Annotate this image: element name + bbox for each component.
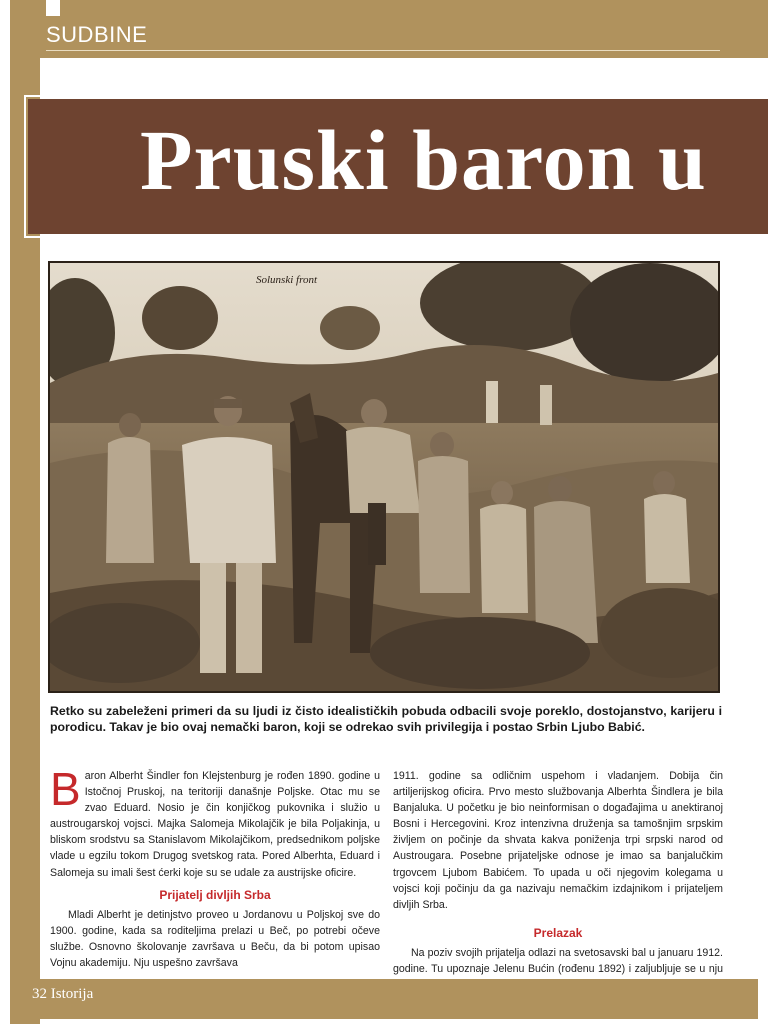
photo-illustration — [50, 263, 718, 691]
paragraph-1-text: aron Alberht Šindler fon Klejstenburg je rođen 1890. godine u Istočnoj Pruskoj, na teritoriji današnje Poljske. Otac mu se zvao Eduard. Nosio je čin konjičkog pukovnika i služio u austrougarskoj vojsci. Majka Salomeja Mikolajčik je bila Poljakinja, u bliskom srodstvu sa Stanislavom Mikolajčikom, predsednikom poljske vlade u egzilu tokom Drugog svetskog rata. Pored Alberhta, Eduard i Salomeja su imali šest ćerki koje su se udale za austrijske oficire. — [50, 770, 380, 879]
column-left — [50, 763, 380, 971]
paragraph-2: Mladi Alberht je detinjstvo proveo u Jordanovu u Poljskoj sve do 1900. godine, kada sa roditeljima prelazi u Beč, po potrebi očeve službe. Osnovno školovanje završava u Beču, da bi potom upisao Vojnu akademiju. Nju uspešno završava — [50, 908, 380, 970]
subheading-prelazak: Prelazak — [533, 925, 583, 940]
footer-band — [10, 979, 758, 1019]
title-band — [28, 99, 768, 234]
paragraph-4: Na poziv svojih prijatelja odlazi na svetosavski bal u januaru 1912. godine. Tu upoznaje Jelenu Bućin (rođenu 1892) i zaljubljuje se u nju — [393, 946, 723, 976]
article-lead: Retko su zabeleženi primeri da su ljudi iz čisto idealističkih pobuda odbacili svoje poreklo, dostojanstvo, karijeru i porodicu. Takav je bio ovaj nemački baron, koji se odrekao svih privilegija i postao Srbin Ljubo Babić. — [50, 704, 722, 734]
article-title: Pruski baron u — [140, 112, 707, 208]
photo-caption: Solunski front — [256, 274, 318, 286]
section-label: SUDBINE — [46, 22, 148, 47]
column-right — [393, 768, 723, 993]
section-rule — [46, 50, 720, 51]
article-photo — [48, 261, 720, 693]
header-tick — [46, 0, 60, 16]
drop-cap: B — [50, 763, 81, 815]
paragraph-1 — [50, 763, 380, 881]
paragraph-3: 1911. godine sa odličnim uspehom i vladanjem. Dobija čin artiljerijskog oficira. Prvo mesto službovanja Alberhta Šindlera je bila Banjaluka. U početku je bio neinformisan o događajima u anektiranoj Bosni i Hercegovini. Kroz intenzivna druženja sa tamošnjim srpskim življem on počinje da shvata kakva poniženja trpi srpski narod od Austrougara. Posebne prijateljske odnose je imao sa banjalučkim trgovcem Ljubom Babićem. To upada u oči njegovim kolegama u vojsci koji počinju da ga nazivaju nemačkim izdajnikom i prijateljem divljih Srba. — [393, 770, 723, 911]
page-folio: 32 Istorija — [32, 986, 94, 1002]
subheading-prijatelj: Prijatelj divljih Srba — [159, 887, 271, 902]
